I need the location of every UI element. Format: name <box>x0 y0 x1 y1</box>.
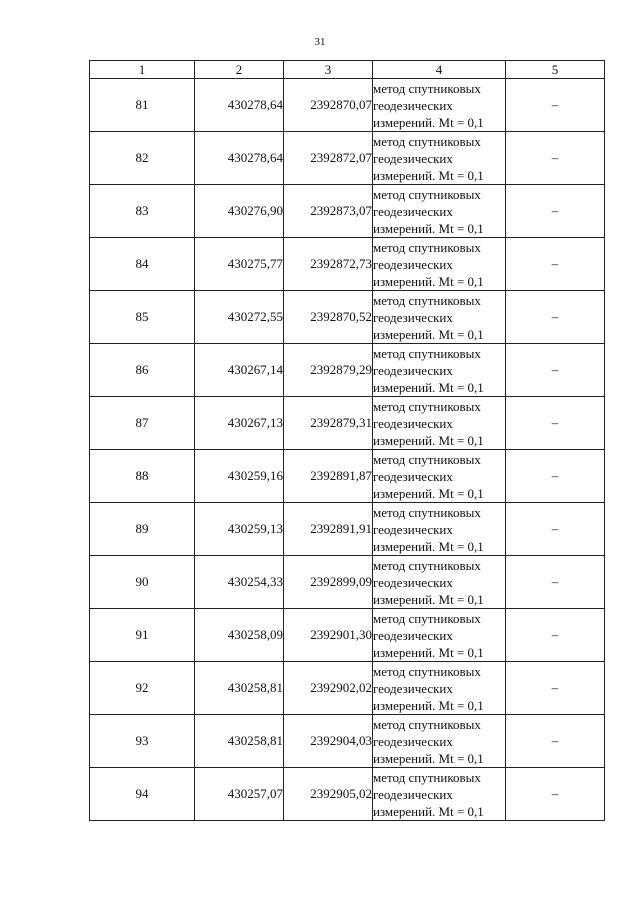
point-number-cell: 87 <box>90 397 195 450</box>
method-text-line: геодезических <box>373 521 453 537</box>
method-text-line: метод спутниковых <box>373 292 481 308</box>
coordinates-table <box>89 60 605 821</box>
accuracy-cell: – <box>506 132 605 185</box>
method-cell <box>373 768 506 821</box>
coordinate-y-cell: 2392873,07 <box>284 185 373 238</box>
header-cell: 3 <box>284 61 373 79</box>
method-text-line: метод спутниковых <box>373 716 481 732</box>
coordinate-y-cell: 2392899,09 <box>284 556 373 609</box>
table-row <box>90 397 605 450</box>
point-number-cell: 94 <box>90 768 195 821</box>
point-number-cell: 88 <box>90 450 195 503</box>
method-text-line: метод спутниковых <box>373 186 481 202</box>
method-cell <box>373 79 506 132</box>
coordinate-x-cell: 430258,81 <box>195 662 284 715</box>
header-cell: 1 <box>90 61 195 79</box>
coordinate-y-cell: 2392879,29 <box>284 344 373 397</box>
coordinate-x-cell: 430259,16 <box>195 450 284 503</box>
method-text-line: метод спутниковых <box>373 133 481 149</box>
accuracy-cell: – <box>506 715 605 768</box>
accuracy-cell: – <box>506 238 605 291</box>
coordinate-x-cell: 430267,13 <box>195 397 284 450</box>
coordinate-x-cell: 430258,81 <box>195 715 284 768</box>
method-cell <box>373 503 506 556</box>
coordinate-x-cell: 430259,13 <box>195 503 284 556</box>
method-cell <box>373 185 506 238</box>
table-row <box>90 450 605 503</box>
method-text-line: измерений. Mt = 0,1 <box>373 591 484 607</box>
coordinate-x-cell: 430258,09 <box>195 609 284 662</box>
point-number-cell: 90 <box>90 556 195 609</box>
coordinate-y-cell: 2392891,87 <box>284 450 373 503</box>
table-row <box>90 556 605 609</box>
method-cell <box>373 715 506 768</box>
point-number-cell: 83 <box>90 185 195 238</box>
point-number-cell: 86 <box>90 344 195 397</box>
method-text-line: геодезических <box>373 203 453 219</box>
coordinate-y-cell: 2392872,73 <box>284 238 373 291</box>
method-text-line: измерений. Mt = 0,1 <box>373 379 484 395</box>
method-cell <box>373 238 506 291</box>
method-text-line: измерений. Mt = 0,1 <box>373 750 484 766</box>
method-text-line: метод спутниковых <box>373 610 481 626</box>
table-row <box>90 768 605 821</box>
accuracy-cell: – <box>506 556 605 609</box>
table-header-row <box>90 61 605 79</box>
method-text-line: метод спутниковых <box>373 80 481 96</box>
table-row <box>90 662 605 715</box>
method-text-line: метод спутниковых <box>373 504 481 520</box>
coordinate-x-cell: 430276,90 <box>195 185 284 238</box>
point-number-cell: 81 <box>90 79 195 132</box>
coordinate-x-cell: 430275,77 <box>195 238 284 291</box>
accuracy-cell: – <box>506 503 605 556</box>
method-text-line: измерений. Mt = 0,1 <box>373 538 484 554</box>
method-text-line: метод спутниковых <box>373 451 481 467</box>
coordinate-y-cell: 2392905,02 <box>284 768 373 821</box>
method-text-line: геодезических <box>373 97 453 113</box>
table-row <box>90 291 605 344</box>
table-body <box>90 79 605 821</box>
method-text-line: измерений. Mt = 0,1 <box>373 644 484 660</box>
coordinate-y-cell: 2392891,91 <box>284 503 373 556</box>
point-number-cell: 89 <box>90 503 195 556</box>
method-text-line: геодезических <box>373 574 453 590</box>
method-cell <box>373 556 506 609</box>
coordinate-x-cell: 430257,07 <box>195 768 284 821</box>
method-cell <box>373 397 506 450</box>
method-cell <box>373 344 506 397</box>
method-text-line: измерений. Mt = 0,1 <box>373 273 484 289</box>
coordinate-x-cell: 430254,33 <box>195 556 284 609</box>
method-cell <box>373 291 506 344</box>
method-text-line: метод спутниковых <box>373 398 481 414</box>
method-text-line: метод спутниковых <box>373 663 481 679</box>
accuracy-cell: – <box>506 609 605 662</box>
table-row <box>90 344 605 397</box>
header-cell: 4 <box>373 61 506 79</box>
table-row <box>90 132 605 185</box>
point-number-cell: 85 <box>90 291 195 344</box>
accuracy-cell: – <box>506 662 605 715</box>
method-text-line: геодезических <box>373 680 453 696</box>
method-text-line: геодезических <box>373 415 453 431</box>
coordinate-x-cell: 430278,64 <box>195 132 284 185</box>
method-text-line: геодезических <box>373 256 453 272</box>
table-row <box>90 609 605 662</box>
accuracy-cell: – <box>506 397 605 450</box>
coordinate-y-cell: 2392870,07 <box>284 79 373 132</box>
method-text-line: измерений. Mt = 0,1 <box>373 697 484 713</box>
method-text-line: геодезических <box>373 733 453 749</box>
accuracy-cell: – <box>506 768 605 821</box>
method-text-line: измерений. Mt = 0,1 <box>373 114 484 130</box>
header-cell: 2 <box>195 61 284 79</box>
coordinate-y-cell: 2392872,07 <box>284 132 373 185</box>
accuracy-cell: – <box>506 450 605 503</box>
coordinate-y-cell: 2392901,30 <box>284 609 373 662</box>
coordinate-x-cell: 430272,55 <box>195 291 284 344</box>
method-text-line: геодезических <box>373 627 453 643</box>
point-number-cell: 92 <box>90 662 195 715</box>
coordinate-x-cell: 430267,14 <box>195 344 284 397</box>
method-text-line: геодезических <box>373 150 453 166</box>
coordinate-y-cell: 2392904,03 <box>284 715 373 768</box>
method-text-line: геодезических <box>373 468 453 484</box>
method-text-line: метод спутниковых <box>373 557 481 573</box>
coordinate-x-cell: 430278,64 <box>195 79 284 132</box>
method-text-line: измерений. Mt = 0,1 <box>373 167 484 183</box>
method-text-line: метод спутниковых <box>373 769 481 785</box>
method-text-line: измерений. Mt = 0,1 <box>373 432 484 448</box>
table-row <box>90 503 605 556</box>
method-text-line: геодезических <box>373 362 453 378</box>
method-text-line: геодезических <box>373 309 453 325</box>
method-cell <box>373 662 506 715</box>
method-text-line: измерений. Mt = 0,1 <box>373 326 484 342</box>
page-number: 31 <box>314 36 326 48</box>
table-row <box>90 238 605 291</box>
header-cell: 5 <box>506 61 605 79</box>
method-text-line: измерений. Mt = 0,1 <box>373 220 484 236</box>
accuracy-cell: – <box>506 185 605 238</box>
table-row <box>90 79 605 132</box>
method-text-line: измерений. Mt = 0,1 <box>373 485 484 501</box>
method-cell <box>373 450 506 503</box>
accuracy-cell: – <box>506 291 605 344</box>
accuracy-cell: – <box>506 344 605 397</box>
point-number-cell: 91 <box>90 609 195 662</box>
coordinate-y-cell: 2392879,31 <box>284 397 373 450</box>
method-cell <box>373 132 506 185</box>
point-number-cell: 82 <box>90 132 195 185</box>
table-row <box>90 185 605 238</box>
method-text-line: измерений. Mt = 0,1 <box>373 803 484 819</box>
method-text-line: метод спутниковых <box>373 345 481 361</box>
table-row <box>90 715 605 768</box>
method-text-line: геодезических <box>373 786 453 802</box>
coordinate-y-cell: 2392870,52 <box>284 291 373 344</box>
accuracy-cell: – <box>506 79 605 132</box>
method-text-line: метод спутниковых <box>373 239 481 255</box>
coordinate-y-cell: 2392902,02 <box>284 662 373 715</box>
method-cell <box>373 609 506 662</box>
point-number-cell: 84 <box>90 238 195 291</box>
point-number-cell: 93 <box>90 715 195 768</box>
